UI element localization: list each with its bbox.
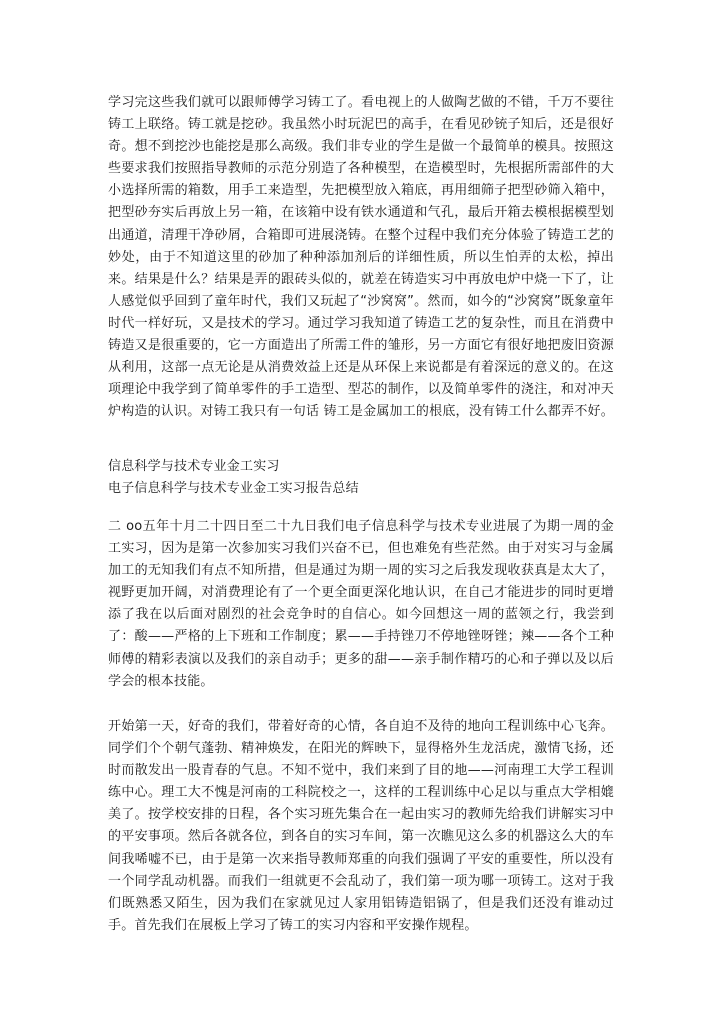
body-paragraph-1: 学习完这些我们就可以跟师傅学习铸工了。看电视上的人做陶艺做的不错，千万不要往铸工上联络。铸工就是挖砂。我虽然小时玩泥巴的高手，在看见砂铳子知后，还是很好奇。想不到挖沙也能挖是那么高级。我们非专业的学生是做一个最简单的模具。按照这些要求我们按照指导教师的示范分别造了各种模型，在造模型时，先根据所需部件的大小选择所需的箱数，用手工来造型，先把模型放入箱底，再用细筛子把型砂筛入箱中，把型砂夯实后再放上另一箱，在该箱中设有铁水通道和气孔，最后开箱去模根据模型划出通道，清理干净砂屑，合箱即可进展浇铸。在整个过程中我们充分体验了铸造工艺的妙处，由于不知道这里的砂加了种种添加剂后的详细性质，所以生怕弄的太松，掉出来。结果是什么？结果是弄的跟砖头似的，就差在铸造实习中再放电炉中烧一下了，让人感觉似乎回到了童年时代，我们又玩起了“沙窝窝”。然而，如今的“沙窝窝”既象童年时代一样好玩，又是技术的学习。通过学习我知道了铸造工艺的复杂性，而且在消费中铸造又是很重要的，它一方面造出了所需工件的雏形，另一方面它有很好地把废旧资源从利用，这部一点无论是从消费效益上还是从环保上来说都是有着深远的意义的。在这项理论中我学到了简单零件的手工造型、型芯的制作，以及简单零件的浇注，和对冲天炉构造的认识。对铸工我只有一句话 铸工是金属加工的根底，没有铸工什么都弄不好。 bbox=[108, 95, 614, 420]
section-heading-block bbox=[108, 456, 614, 500]
body-paragraph-2: 二 oo五年十月二十四日至二十九日我们电子信息科学与技术专业进展了为期一周的金工实习，因为是第一次参加实习我们兴奋不已，但也难免有些茫然。由于对实习与金属加工的无知我们有点不知所措，但是通过为期一周的实习之后我发现收获真是太大了，视野更加开阔，对消费理论有了一个更全面更深化地认识，在自己才能进步的同时更增添了我在以后面对剧烈的社会竞争时的自信心。如今回想这一周的蓝领之行，我尝到了：酸——严格的上下班和工作制度；累——手持锉刀不停地锉呀锉；辣——各个工种师傅的精彩表演以及我们的亲自动手；更多的甜——亲手制作精巧的心和子弹以及以后学会的根本技能。 bbox=[108, 519, 614, 689]
section-heading-2: 电子信息科学与技术专业金工实习报告总结 bbox=[108, 481, 359, 496]
body-paragraph-3: 开始第一天，好奇的我们，带着好奇的心情，各自迫不及待的地向工程训练中心飞奔。同学们个个朝气蓬勃、精神焕发，在阳光的辉映下，显得格外生龙活虎，激情飞扬，还时而散发出一股青春的气息。不知不觉中，我们来到了目的地——河南理工大学工程训练中心。理工大不愧是河南的工科院校之一，这样的工程训练中心足以与重点大学相媲美了。按学校安排的日程，各个实习班先集合在一起由实习的教师先给我们讲解实习中的平安事项。然后各就各位，到各自的实习车间，第一次瞧见这么多的机器这么大的车间我唏嘘不已，由于是第一次来指导教师郑重的向我们强调了平安的重要性，所以没有一个同学乱动机器。而我们一组就更不会乱动了，我们第一项为哪一项铸工。这对于我们既熟悉又陌生，因为我们在家就见过人家用铝铸造铝锅了，但是我们还没有谁动过手。首先我们在展板上学习了铸工的实习内容和平安操作规程。 bbox=[108, 719, 614, 933]
section-heading-1: 信息科学与技术专业金工实习 bbox=[108, 459, 280, 474]
